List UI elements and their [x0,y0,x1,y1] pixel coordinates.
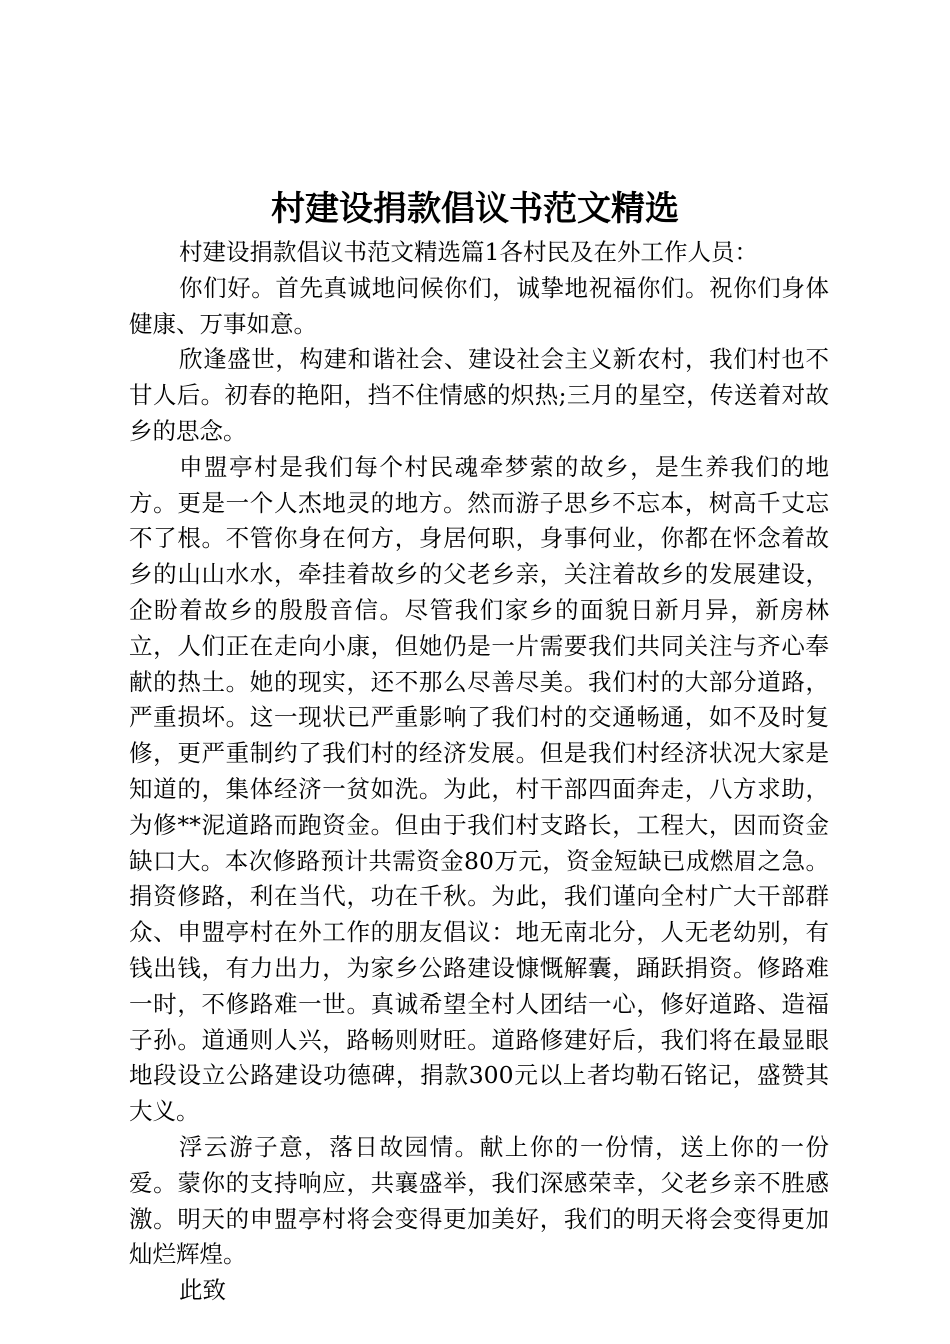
paragraph-salutation: 村建设捐款倡议书范文精选篇1各村民及在外工作人员： [179,238,758,266]
paragraph-greeting: 你们好。首先真诚地问候你们，诚挚地祝福你们。祝你们身体健康、万事如意。 [129,273,829,338]
document-body [129,235,829,1309]
paragraph-main: 申盟亭村是我们每个村民魂牵梦萦的故乡，是生养我们的地方。更是一个人杰地灵的地方。然而游子思乡不忘本，树高千丈忘不了根。不管你身在何方，身居何职，身事何业，你都在怀念着故乡的山山水水，牵挂着故乡的父老乡亲，关注着故乡的发展建设，企盼着故乡的殷殷音信。尽管我们家乡的面貌日新月异，新房林立，人们正在走向小康，但她仍是一片需要我们共同关注与齐心奉献的热土。她的现实，还不那么尽善尽美。我们村的大部分道路，严重损坏。这一现状已严重影响了我们村的交通畅通，如不及时复修，更严重制约了我们村的经济发展。但是我们村经济状况大家是知道的，集体经济一贫如洗。为此，村干部四面奔走，八方求助，为修**泥道路而跑资金。但由于我们村支路长，工程大，因而资金缺口大。本次修路预计共需资金80万元，资金短缺已成燃眉之急。捐资修路，利在当代，功在千秋。为此，我们谨向全村广大干部群众、申盟亭村在外工作的朋友倡议：地无南北分，人无老幼别，有钱出钱，有力出力，为家乡公路建设慷慨解囊，踊跃捐资。修路难一时，不修路难一世。真诚希望全村人团结一心，修好道路、造福子孙。道通则人兴，路畅则财旺。道路修建好后，我们将在最显眼地段设立公路建设功德碑，捐款300元以上者均勒石铭记，盛赞其大义。 [129,452,829,1126]
paragraph-closing: 浮云游子意，落日故园情。献上你的一份情，送上你的一份爱。蒙你的支持响应，共襄盛举，我们深感荣幸，父老乡亲不胜感激。明天的申盟亭村将会变得更加美好，我们的明天将会变得更加灿烂辉煌。 [129,1132,829,1269]
paragraph-intro: 欣逢盛世，构建和谐社会、建设社会主义新农村，我们村也不甘人后。初春的艳阳，挡不住情感的炽热;三月的星空，传送着对故乡的思念。 [129,345,829,445]
paragraph-regards: 此致 [179,1276,226,1305]
document-title: 村建设捐款倡议书范文精选 [271,189,679,229]
